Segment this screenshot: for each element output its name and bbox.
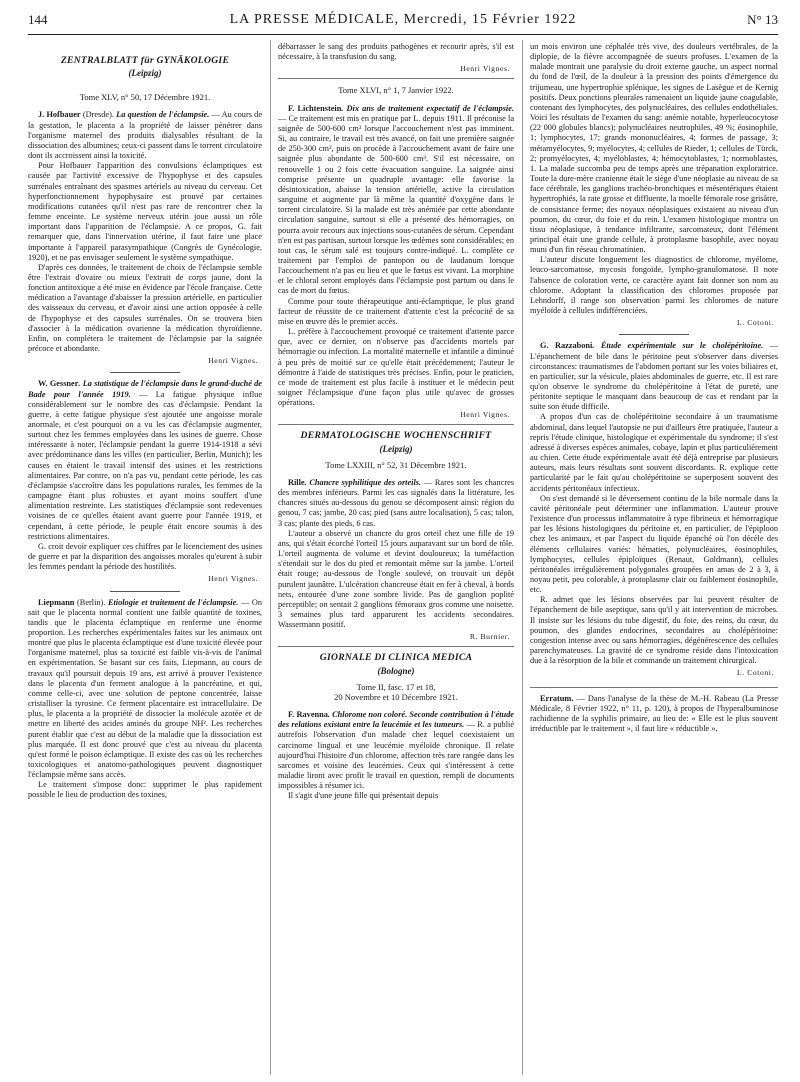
separator xyxy=(278,646,514,647)
signature: Henri Vignes. xyxy=(208,574,258,584)
abstract-title: . La statistique de l'éclampsie dans le grand-duché de Bade pour l'année 1919. xyxy=(28,379,262,399)
erratum xyxy=(530,694,778,735)
page-number: 144 xyxy=(28,12,48,27)
paragraph: G. croit devoir expliquer ces chiffres par le licenciement des usines de guerre et par la disparition des angoisses morales qu'eurent à subir les femmes pendant la période des hostilités. xyxy=(28,541,262,572)
section-journal-title: ZENTRALBLATT für GYNÄKOLOGIE xyxy=(60,55,230,66)
abstract-author: G. Razzaboni xyxy=(540,341,593,351)
abstract-author: Liepmann xyxy=(38,597,75,607)
volume-line: Tome XLVI, n° 1, 7 Janvier 1922. xyxy=(338,85,454,96)
section-journal-city: (Leipzig) xyxy=(128,68,162,79)
signature: R. Burnier. xyxy=(469,632,510,642)
column-divider xyxy=(270,40,271,1075)
journal-masthead: LA PRESSE MÉDICALE, Mercredi, 15 Février 1922 xyxy=(229,12,577,27)
abstract-title: . Chlorome non coloré. Seconde contribution à l'étude des relations existant entre la leucémie et les tumeurs. xyxy=(278,710,514,730)
section-journal-city: (Bologne) xyxy=(377,665,415,676)
separator xyxy=(278,78,514,79)
paragraph: Il s'agit d'une jeune fille qui présentait depuis xyxy=(288,791,439,801)
abstract-title: . Dix ans de traitement expectatif de l'éclampsie. xyxy=(341,103,514,113)
column-3 xyxy=(530,42,778,1074)
signature: Henri Vignes. xyxy=(460,410,510,420)
abstract-title: Etiologie et traitement de l'éclampsie. xyxy=(105,597,239,607)
separator xyxy=(530,687,778,688)
separator xyxy=(110,591,180,592)
volume-line: Tome II, fasc. 17 et 18, xyxy=(356,681,436,692)
volume-line: Tome XLV, n° 50, 17 Décembre 1921. xyxy=(79,92,211,103)
section-journal-city: (Leipzig) xyxy=(379,443,413,454)
erratum-label: Erratum. xyxy=(540,693,574,703)
column-1 xyxy=(28,42,262,1074)
abstract-lichtenstein: F. Lichtenstein. Dix ans de traitement expectatif de l'éclampsie. — Ce traitement est mis en pratique par L. depuis 1911. Il préconise la saignée de 500-600 cm³ lorsque l'accouchement n'est pas imminent. Si, au contraire, le travail est très avancé, on fait une première saignée de 250-300 cm³, puis on procède à l'accouchement avant de faire une saignée plus abondante de 500-600 cm³. S'il est nécessaire, on renouvelle 1 ou 2 fois cette évacuation sanguine. La saignée ainsi comprise présente un quadruple avantage: elle favorise la désintoxication, abaisse la tension artérielle, active la circulation sanguine et augmente par là même la quantité d'oxygène dans le torrent circulatoire. Si la malade est très anémiée par cette abondante circulation sanguine, surtout si elle a présenté des hémorragies, on pourra avoir recours aux injections sous-cutanées de sérum. Cependant n'en est pas partisan, surtout lorsque les œdèmes sont considérables; en tout cas, le sérum salé est toujours contre-indiqué. L. complète ce traitement par l'emploi de pantopon ou de laudanum lorsque l'accouchement n'a pas eu lieu et que le fœtus est vivant. La morphine et le chloral seront employés dans l'éclampsie post partum ou dans le cas de mort du fœtus. Comme pour toute thérapeutique anti-éclamptique, le plus grand facteur de réussite de ce traitement d'attente c'est la précocité de sa mise en œuvre dès le premier accès. L. préfère à l'accouchement provoqué ce traitement d'attente parce que, avec ce dernier, on n'observe pas d'accidents mortels par hémorragie ou infection. La mortalité maternelle et infantile a diminué à peu près de moitié sur ce qu'elle était précédemment; l'auteur le démontre à l'aide de statistiques très précises. Enfin, pour le praticien, ce mode de traitement est plus facile à instituer et le médecin peut soigner l'éclampsique d'une façon plus utile qu'avec de grosses opérations. Henri Vignes. xyxy=(278,103,514,420)
paragraph: D'après ces données, le traitement de choix de l'éclampsie semble être l'extrait d'ovaire ou mieux l'extrait de corps jaune, dont la fonction antitoxique a été mise en évidence par l'école française. Cette médication a l'avantage d'abaisser la pression artérielle, en particulier des vaisseaux du cerveau, et d'avoir ainsi une action opposée à celle de l'hypophyse et des capsules surrénales. On se trouvera bien d'associer à la médication ovarienne la médication thyroïdienne. Enfin, on complétera le traitement de l'éclampsie par la saignée précoce et abondante. xyxy=(28,262,262,354)
paragraph: A propos d'un cas de cholépéritoine secondaire à un traumatisme abdominal, dans lequel l'autopsie ne put d'ailleurs être pratiquée, l'auteur a repris l'étude clinique, histologique et expérimentale du syndrome; il s'est adressé à diverses espèces animales, cobaye, lapin et plus particulièrement au chien. Cette étude expérimentale avait été déjà entreprise par plusieurs auteurs, mais leurs résultats sont souvent discordants. R. explique cette particularité par le fait qu'au cholépéritoine se superposent souvent des accidents péritonéaux infectieux. xyxy=(530,412,778,493)
volume-line: 20 Novembre et 10 Décembre 1921. xyxy=(334,691,458,702)
separator xyxy=(619,334,689,335)
abstract-rille: Rille. Chancre syphilitique des orteils. — Rares sont les chancres des membres inférieurs. Parmi les cas signalés dans la littérature, les chancres situés au-dessous du genou se décomposent ainsi: région du genou, 7 cas; jambe, 20 cas; pied (sans autre localisation), 5 cas; talon, 3 cas; plante des pieds, 6 cas. L'auteur a observé un chancre du gros orteil chez une fille de 19 ans, qui s'était écorché l'orteil 15 jours auparavant sur un bord de tôle. L'orteil augmenta de volume et devint douloureux; la tuméfaction s'étendait sur le dos du pied et remontait même sur la jambe. L'orteil était rouge; au-dessous de l'ongle soulevé, on trouvait un dépôt purulent jaunâtre. L'ulcération chancreuse était en fer à cheval, à bords nets, entourée d'une zone sombre livide. Pas de ganglion poplité perceptible; on sentait 2 ganglions fémoraux gros comme une noisette. 3 semaines plus tard apparurent les accidents secondaires. Wassermann positif. R. Burnier. xyxy=(278,477,514,642)
paragraph: un mois environ une céphalée très vive, des douleurs vertébrales, de la diplopie, de la fièvre accompagnée de sueurs profuses. L'examen de la malade montrait une paralysie du droit externe gauche, un aspect normal du fond de l'œil, de la douleur à la pression des points d'émergence du trijumeau, une hypertrophie splénique, les signes de Lasègue et de Kernig positifs. Deux ponctions pleurales ramenaient un liquide jaune coagulable, contenant des lymphocytes, des polynucléaires, des cellules endothéliales. Voici les résultats de l'examen du sang: anémie notable, hyperleucocytose (22 000 globules blancs); polynucléaires neutrophiles, 49 %; éosinophile, 1; lymphocytes, 17; grands mononucléaires, 4; formes de passage, 3; métamyélocytes, 9; myélocytes, 4; cellules de Rieder, 1; cellules de Türck, 2; promyélocytes, 4; myéloblastes, 4; hémocytoblastes, 1; normoblastes, 1. La malade succomba peu de temps après une trépanation exploratrice. Toute la dure-mère cranienne était le siège d'une néoplasie au niveau de sa face cérébrale, les ganglions trachéo-bronchiques et mésentériques étaient hypertrophiés, la rate grosse et diffluente, la moelle fémorale rose grisâtre, de consistance ferme; des noyaux néoplasiques existaient au niveau d'un poumon, du cœur, du foie et du rein. L'examen histologique montra un tissu néoplasique, à tendance infiltrante, sarcomateux, dont l'élément principal était une grande cellule, à protoplasme basophile, avec noyau muni d'un fin réseau chromatinien. xyxy=(530,42,778,255)
abstract-hofbauer: J. Hofbauer (Dresde). La question de l'éclampsie. — Au cours de la gestation, le placenta a la propriété de laisser pénétrer dans l'organisme maternel des produits dialysables résultant de la dissociation des albumines; ceux-ci passent dans le torrent circulatoire dont ils accroissent ainsi la toxicité. Pour Hofbauer l'apparition des convulsions éclamptiques est causée par l'activité excessive de l'hypophyse et des capsules surrénales entraînant des spasmes artériels au niveau du cerveau. Cet hyperfonctionnement hypophysaire est prouvé par certaines modifications cutanées qu'il n'est pas rare de rencontrer chez la femme enceinte. Le système nerveux utérin joue aussi un rôle important dans l'apparition de l'éclampsie. A ce propos, G. fait remarquer que, dans l'innervation utérine, il faut faire une place importante à l'appareil parasympathique (Congrès de Gynécologie, 1920), et ne pas envisager seulement le système sympathique. D'après ces données, le traitement de choix de l'éclampsie semble être l'extrait d'ovaire ou mieux l'extrait de corps jaune, dont la fonction antitoxique a été mise en évidence par l'école française. Cette médication a l'avantage d'abaisser la pression artérielle, en particulier des vaisseaux du cerveau, et d'avoir ainsi une action opposée à celle de l'hypophyse et des capsules surrénales. On se trouvera bien d'associer à la médication ovarienne la médication thyroïdienne. Enfin, on complétera le traitement de l'éclampsie par la saignée précoce et abondante. Henri Vignes. xyxy=(28,110,262,366)
abstract-ravenna: F. Ravenna. Chlorome non coloré. Seconde contribution à l'étude des relations existant entre la leucémie et les tumeurs. — R. a publié autrefois l'observation d'un malade chez lequel coexistaient un carcinome lingual et une leucémie myéloïde chronique. Il relate aujourd'hui l'histoire d'un chlorome, affection très rare rangée dans les sarcomes et voisine des leucémies. Ceux qui s'intéressent à cette maladie liront avec profit le travail en question, rempli de documents impossibles à résumer ici. Il s'agit d'une jeune fille qui présentait depuis xyxy=(278,710,514,801)
paragraph: Comme pour toute thérapeutique anti-éclamptique, le plus grand facteur de réussite de ce traitement d'attente c'est la précocité de sa mise en œuvre dès le premier accès. xyxy=(278,296,514,326)
abstract-title: La question de l'éclampsie. xyxy=(113,110,210,120)
abstract-author: F. Ravenna xyxy=(288,710,328,720)
paragraph: Le traitement s'impose donc: supprimer le plus rapidement possible le lieu de production des toxines, xyxy=(28,780,262,800)
section-journal-title: DERMATOLOGISCHE WOCHENSCHRIFT xyxy=(300,430,492,442)
paragraph: R. admet que les lésions observées par lui peuvent résulter de l'épanchement de bile aseptique, sans qu'il y ait intervention de microbes. Il insiste sur les lésions du tube digestif, du foie, des reins, du cœur, du poumon, des glandes endocrines, secondaires au cholépéritoine: congestion intense avec ou sans hémorragies, dégénérescence des cellules parenchymateuses. La gravité de ce syndrome réside dans l'intoxication due à la résorption de la bile et commande un traitement chirurgical. xyxy=(530,595,778,666)
signature: Henri Vignes. xyxy=(208,356,258,366)
abstract-liepmann: Liepmann (Berlin). Etiologie et traitement de l'éclampsie. — On sait que le placenta normal contient une faible quantité de toxines, tandis que le placenta éclamptique en renferme une énorme proportion. Les recherches expérimentales faites sur les animaux ont montré que plus le placenta éclamptique est d'une toxicité élevée pour l'organisme maternel, plus sa toxicité est faible vis-à-vis de l'animal en expérimentation. Se basant sur ces faits, Liepmann, au cours de travaux qu'il poursuit depuis 19 ans, est arrivé à prouver l'existence dans le placenta d'un ferment analogue à la pancréatine, et qui, comme celle-ci, avec une solution de peptone concentrée, laisse cristalliser la tyrosine. Ce ferment placentaire est intracellulaire. De plus, le placenta a la propriété de dissocier la molécule azotée et de mettre en liberté des acides aminés du groupe NH². Les recherches purent établir que c'est au début de la maladie que la dissociation est plus marquée. Il est donc prouvé que c'est au niveau du placenta qu'est formé le poison éclamptique. Il existe des cas où les recherches toxicologiques et anatomo-pathologiques peuvent diagnostiquer l'éclampsie même sans accès. Le traitement s'impose donc: supprimer le plus rapidement possible le lieu de production des toxines, xyxy=(28,597,262,800)
paragraph: débarrasser le sang des produits pathogènes et recourir après, s'il est nécessaire, à la transfusion du sang. xyxy=(278,42,514,62)
erratum-text: — Dans l'analyse de la thèse de M.-H. Rabeau (La Presse Médicale, 8 Février 1922, n° 11, p. 120), à propos de l'hyperalbuminose rachidienne de la syphilis primaire, au lieu de: « Elle est le plus souvent irréductible par le traitement », il faut lire « réductible ». xyxy=(530,693,778,733)
abstract-ravenna-continued xyxy=(530,42,778,328)
abstract-author: J. Hofbauer xyxy=(38,110,81,120)
abstract-title: . Chancre syphilitique des orteils. xyxy=(304,477,422,487)
abstract-liepmann-continued xyxy=(278,42,514,74)
column-divider xyxy=(522,40,523,1075)
abstract-gessner: W. Gessner. La statistique de l'éclampsie dans le grand-duché de Bade pour l'année 1919. — La fatigue physique influe considérablement sur le nombre des cas d'éclampsie. Pendant la guerre, à cette fatigue physique s'est ajoutée une angoisse morale anormale, et c'est pourquoi on a vu les cas d'éclampsie augmenter, surtout chez les femmes employées dans les usines de guerre. Chose intéressante à noter, l'éclampsie pendant la guerre 1914-1918 a sévi avec prédominance dans les villes (en particulier, Berlin, Munich); les causes en étaient le travail intensif des usines et les restrictions alimentaires. Par contre, on n'a pas vu, pendant cette période, les cas d'éclampsie s'accroître dans les populations rurales, les femmes de la campagne étant plus robustes et ayant moins souffert d'une alimentation restreinte. Les statistiques d'éclampsie sont redevenues voisines de ce qu'elles étaient avant guerre pour l'année 1919, et cependant, à cette période, le peuple était encore soumis à des restrictions alimentaires. G. croit devoir expliquer ces chiffres par le licenciement des usines de guerre et par la disparition des angoisses morales qu'eurent à subir les femmes pendant la période des hostilités. Henri Vignes. xyxy=(28,379,262,584)
separator xyxy=(110,372,180,373)
page-header xyxy=(28,12,778,35)
abstract-author: W. Gessner xyxy=(38,379,79,389)
paragraph: L'auteur discute longuement les diagnostics de chlorome, myélome, leuco-sarcomatose, mycosis fongoïde, lympho-granulomatose. Il note l'absence de coloration verte, ce caractère ayant fait donner son nom au chlorome. Adoptant la classification des chloromes proposée par Lehndorff, il range son observation parmi les chloromes de nature myéloïde à cellules indifférenciées. xyxy=(530,255,778,316)
paragraph: On s'est demandé si le déversement continu de la bile normale dans la cavité péritonéale peut déterminer une inflammation. L'auteur prouve l'existence d'un processus inflammatoire à type fibrineux et hémorragique par les lésions histologiques du péritoine et, en particulier, de l'épiploon chez les animaux, et par l'aspect du liquide épanché où l'on décèle des éléments cellulaires variés: hématies, polynucléaires, éosinophiles, lymphocytes, cellules épiploïques (Renaut, Goldmann), cellules péritonéales irrégulièrement polygonales groupées en amas de 2 à 3, à noyau petit, peu colorable, à protoplasme clair ou faiblement éosinophile, etc. xyxy=(530,493,778,595)
signature: L. Cotoni. xyxy=(736,668,774,678)
column-2 xyxy=(278,42,514,1074)
paragraph: L. préfère à l'accouchement provoqué ce traitement d'attente parce que, avec ce dernier, on n'observe pas d'accidents mortels par hémorragie ou infection. La mortalité maternelle et infantile a diminué à peu près de moitié sur ce qu'elle était précédemment; l'auteur le démontre à l'aide de statistiques très précises. Enfin, pour le praticien, ce mode de traitement est plus facile à instituer et le médecin peut soigner l'éclampsique d'une façon plus utile qu'avec de grosses opérations. xyxy=(278,327,514,408)
separator xyxy=(278,424,514,425)
abstract-razzaboni: G. Razzaboni. Étude expérimentale sur le cholépéritoine. — L'épanchement de bile dans le péritoine peut s'observer dans diverses circonstances: traumatismes de l'abdomen portant sur les voies biliaires et, en particulier, sur la vésicule, plaies abdominales de guerre, etc. Il est rare qu'on observe le syndrome du cholépéritoine à l'état de pureté, une péritonite septique le masquant dans beaucoup de cas et rendant par la suite son étude difficile. A propos d'un cas de cholépéritoine secondaire à un traumatisme abdominal, dans lequel l'autopsie ne put d'ailleurs être pratiquée, l'auteur a repris l'étude clinique, histologique et expérimentale du syndrome; il s'est adressé à diverses espèces animales, cobaye, lapin et plus particulièrement au chien. Cette étude expérimentale avait été déjà entreprise par plusieurs auteurs, mais leurs résultats sont souvent discordants. R. explique cette particularité par le fait qu'au cholépéritoine se superposent souvent des accidents péritonéaux infectieux. On s'est demandé si le déversement continu de la bile normale dans la cavité péritonéale peut déterminer une inflammation. L'auteur prouve l'existence d'un processus inflammatoire à type fibrineux et hémorragique par les lésions histologiques du péritoine et, en particulier, de l'épiploon chez les animaux, et par l'aspect du liquide épanché où l'on décèle des éléments cellulaires variés: hématies, polynucléaires, éosinophiles, lymphocytes, cellules épiploïques (Renaut, Goldmann), cellules péritonéales irrégulièrement polygonales groupées en amas de 2 à 3, à noyau petit, peu colorable, à protoplasme clair ou faiblement éosinophile, etc. R. admet que les lésions observées par lui peuvent résulter de l'épanchement de bile aseptique, sans qu'il y ait intervention de microbes. Il insiste sur les lésions du tube digestif, du foie, des reins, du cœur, du poumon, des glandes endocrines, secondaires au cholépéritoine: congestion intense avec ou sans hémorragies, dégénérescence des cellules parenchymateuses. La gravité de ce syndrome réside dans l'intoxication due à la résorption de la bile et commande un traitement chirurgical. L. Cotoni. xyxy=(530,341,778,678)
signature: L. Cotoni. xyxy=(736,318,774,328)
paragraph: L'auteur a observé un chancre du gros orteil chez une fille de 19 ans, qui s'était écorché l'orteil 15 jours auparavant sur un bord de tôle. L'orteil augmenta de volume et devint douloureux; la tuméfaction s'étendait sur le dos du pied et remontait même sur la jambe. L'orteil était rouge; au-dessous de l'ongle soulevé, on trouvait un dépôt purulent jaunâtre. L'ulcération chancreuse était en fer à cheval, à bords nets, entourée d'une zone sombre livide. Pas de ganglion poplité perceptible; on sentait 2 ganglions fémoraux gros comme une noisette. 3 semaines plus tard apparurent les accidents secondaires. Wassermann positif. xyxy=(278,528,514,630)
issue-number: N° 13 xyxy=(747,12,778,27)
abstract-author: Rille xyxy=(288,477,305,487)
signature: Henri Vignes. xyxy=(460,64,510,74)
paragraph: Pour Hofbauer l'apparition des convulsions éclamptiques est causée par l'activité excessive de l'hypophyse et des capsules surrénales entraînant des spasmes artériels au niveau du cerveau. Cet hyperfonctionnement hypophysaire est prouvé par certaines modifications cutanées qu'il n'est pas rare de rencontrer chez la femme enceinte. Le système nerveux utérin joue aussi un rôle important dans l'apparition de l'éclampsie. A ce propos, G. fait remarquer que, dans l'innervation utérine, il faut faire une place importante à l'appareil parasympathique (Congrès de Gynécologie, 1920), et ne pas envisager seulement le système sympathique. xyxy=(28,161,262,262)
abstract-title: . Étude expérimentale sur le cholépéritoine. xyxy=(592,341,764,351)
abstract-author: F. Lichtenstein xyxy=(288,103,342,113)
section-journal-title: GIORNALE DI CLINICA MEDICA xyxy=(319,652,473,664)
volume-line: Tome LXXIII, n° 52, 31 Décembre 1921. xyxy=(325,459,467,470)
